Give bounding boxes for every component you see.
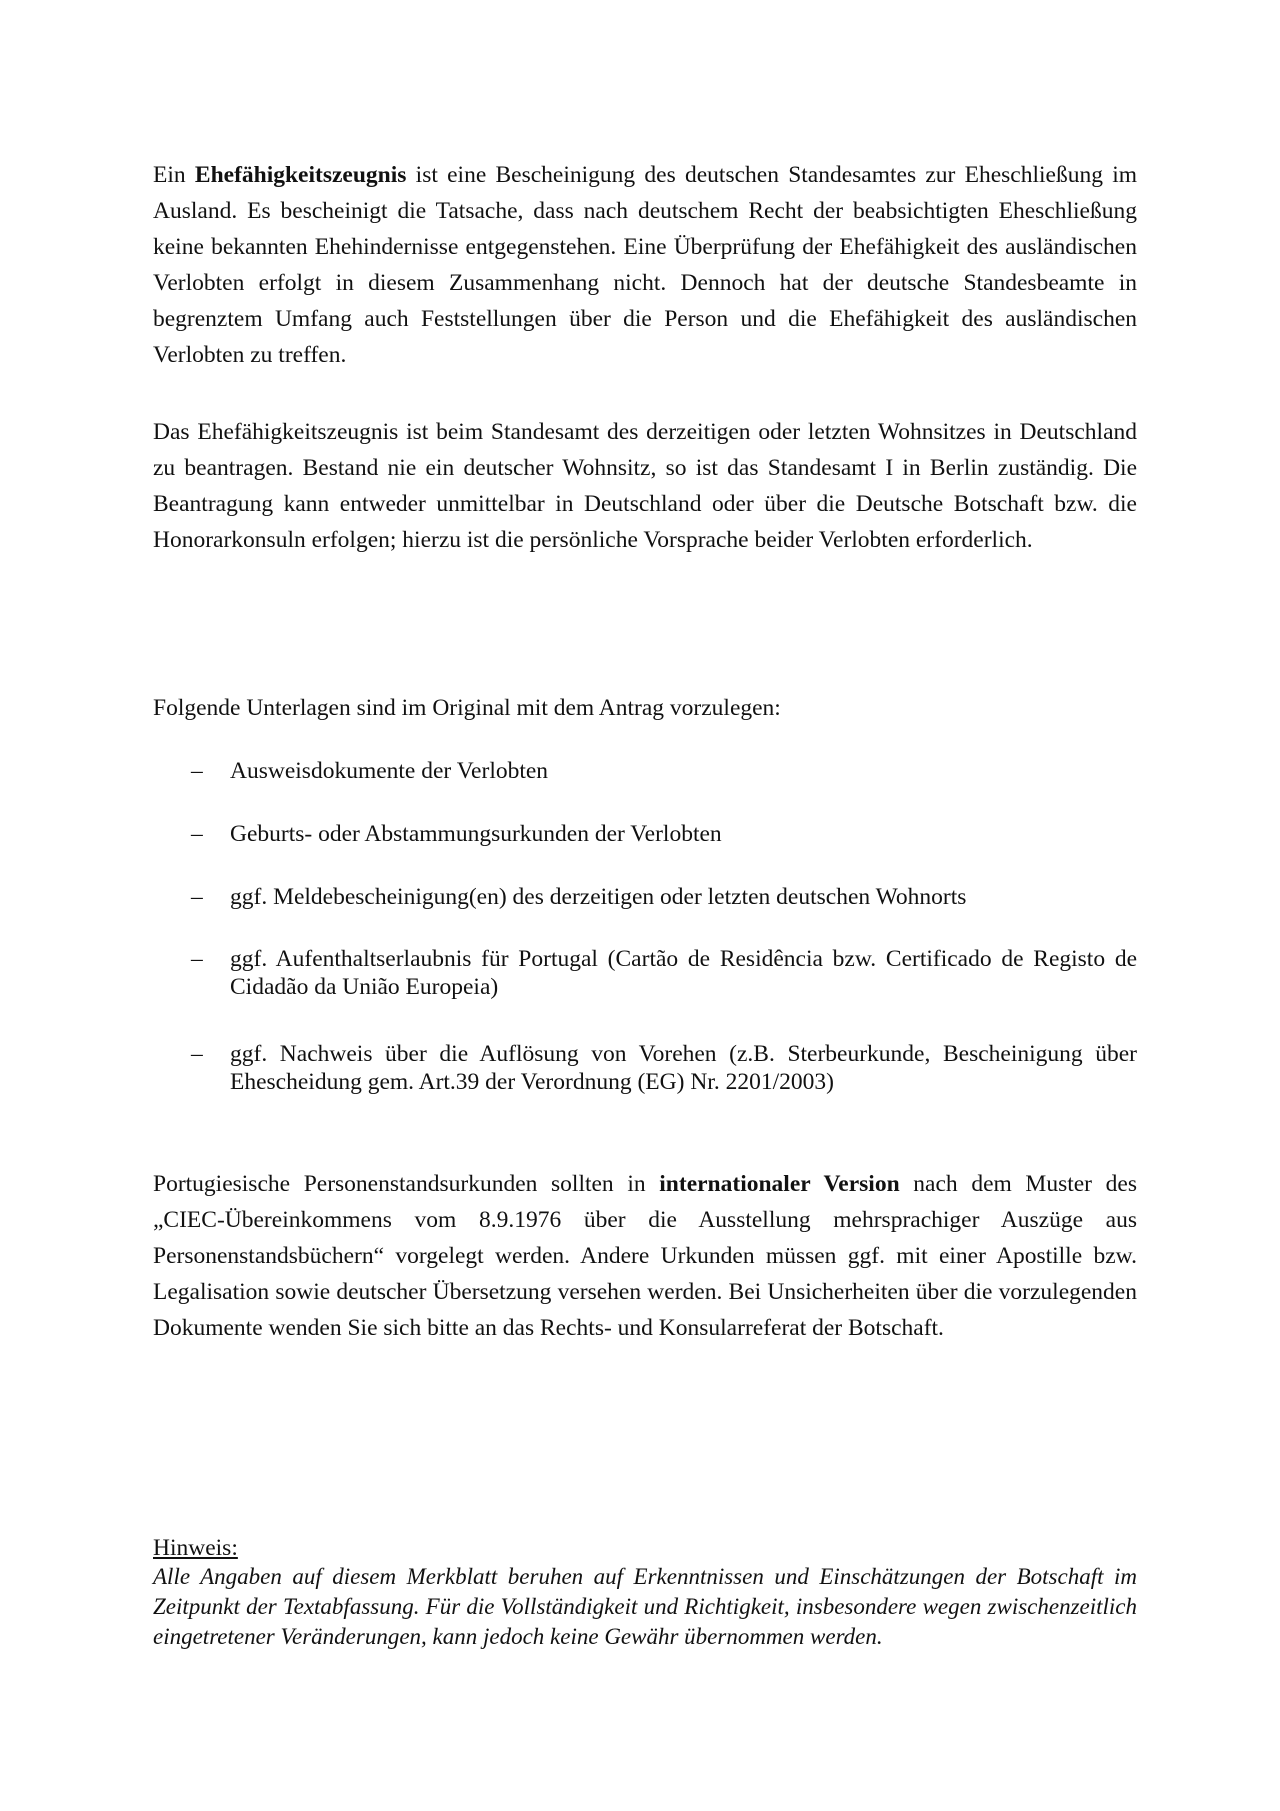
term-ehefaehigkeitszeugnis: Ehefähigkeitszeugnis [194, 162, 407, 188]
paragraph-certificates-prefix: Portugiesische Personenstandsurkunden sollten in [153, 1171, 660, 1197]
dash-bullet: – [191, 946, 203, 972]
paragraph-certificates-text: nach dem Muster des „CIEC-Übereinkommens vom 8.9.1976 über die Ausstellung mehrsprachiger Auszüge aus Personenstandsbüchern“ vorgelegt werden. Andere Urkunden müssen ggf. mit einer Apostille bzw. Legalisation sowie deutscher Übersetzung versehen werden. Bei Unsicherheiten über die vorzulegenden Dokumente wenden Sie sich bitte an das Rechts- und Konsularreferat der Botschaft. [153, 1171, 1137, 1341]
paragraph-definition-prefix: Ein [153, 162, 195, 188]
dash-bullet: – [191, 884, 203, 910]
paragraph-certificates [153, 1166, 1137, 1346]
term-internationale-version: internationaler Version [659, 1171, 900, 1197]
dash-bullet: – [191, 1041, 203, 1067]
paragraph-application: Das Ehefähigkeitszeugnis ist beim Standesamt des derzeitigen oder letzten Wohnsitzes in Deutschland zu beantragen. Bestand nie ein deutscher Wohnsitz, so ist das Standesamt I in Berlin zuständig. Die Beantragung kann entweder unmittelbar in Deutschland oder über die Deutsche Botschaft bzw. die Honorarkonsuln erfolgen; hierzu ist die persönliche Vorsprache beider Verlobten erforderlich. [153, 419, 1137, 553]
paragraph-definition [153, 157, 1137, 373]
documents-intro: Folgende Unterlagen sind im Original mit dem Antrag vorzulegen: [153, 695, 781, 721]
list-item-text: ggf. Meldebescheinigung(en) des derzeitigen oder letzten deutschen Wohnorts [230, 884, 967, 910]
list-item-text: Ausweisdokumente der Verlobten [230, 758, 549, 784]
list-item-text: ggf. Nachweis über die Auflösung von Vorehen (z.B. Sterbeurkunde, Bescheinigung über Ehescheidung gem. Art.39 der Verordnung (EG) Nr. 2201/2003) [230, 1041, 1137, 1095]
note-heading: Hinweis: [153, 1535, 238, 1561]
paragraph-definition-text: ist eine Bescheinigung des deutschen Standesamtes zur Eheschließung im Ausland. Es bescheinigt die Tatsache, dass nach deutschem Recht der beabsichtigten Eheschließung keine bekannten Ehehindernisse entgegenstehen. Eine Überprüfung der Ehefähigkeit des ausländischen Verlobten erfolgt in diesem Zusammenhang nicht. Dennoch hat der deutsche Standesbeamte in begrenztem Umfang auch Feststellungen über die Person und die Ehefähigkeit des ausländischen Verlobten zu treffen. [153, 162, 1138, 368]
list-item-text: ggf. Aufenthaltserlaubnis für Portugal (Cartão de Residência bzw. Certificado de Registo de Cidadão da União Europeia) [230, 946, 1137, 1000]
dash-bullet: – [191, 821, 203, 847]
dash-bullet: – [191, 758, 203, 784]
list-item-text: Geburts- oder Abstammungsurkunden der Verlobten [230, 821, 722, 847]
note-body: Alle Angaben auf diesem Merkblatt beruhen auf Erkenntnissen und Einschätzungen der Botschaft im Zeitpunkt der Textabfassung. Für die Vollständigkeit und Richtigkeit, insbesondere wegen zwischenzeitlich eingetretener Veränderungen, kann jedoch keine Gewähr übernommen werden. [153, 1564, 1137, 1649]
